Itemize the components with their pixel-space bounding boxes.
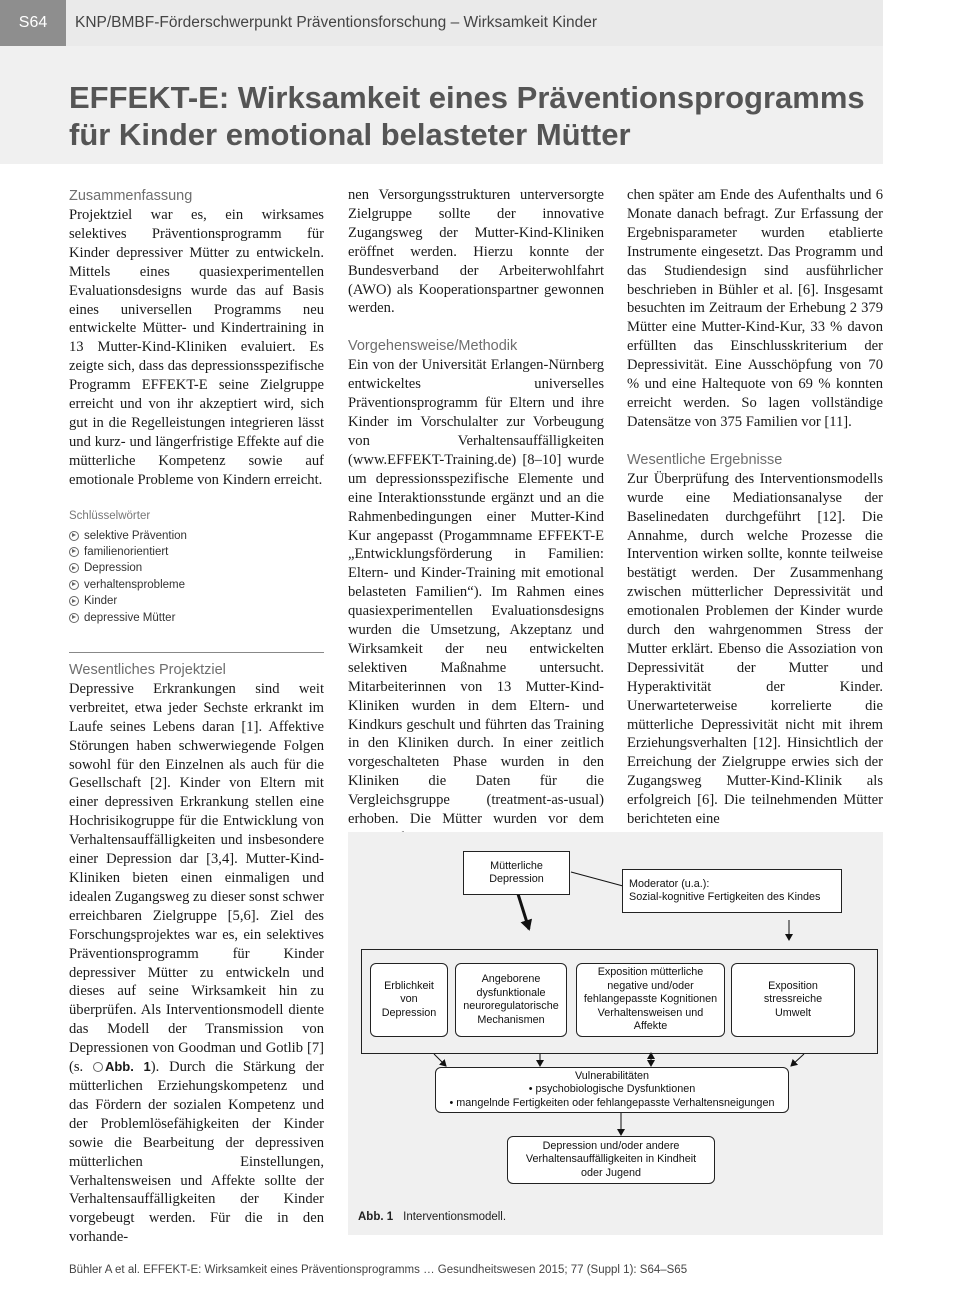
keywords-heading: Schlüsselwörter: [69, 509, 151, 522]
arrow-bullet-icon: [69, 563, 79, 573]
vulnerability-title: Vulnerabilitäten: [574, 1069, 650, 1082]
figure-caption: [358, 1211, 506, 1223]
moderator-line-2: Sozial-kognitive Fertigkeiten des Kindes: [629, 891, 821, 903]
box-moderator: [622, 869, 842, 913]
arrow-depression-to-exposures: [518, 894, 529, 929]
title-band: [0, 46, 883, 164]
running-head: KNP/BMBF-Förderschwerpunkt Präventionsforschung – Wirksamkeit Kinder: [75, 14, 598, 31]
caption-label: Abb. 1: [358, 1211, 394, 1223]
box-congenital-mechanisms: Angeborene dysfunktionale neuroregulatorische Mechanismen: [455, 963, 567, 1037]
heading-zusammenfassung: Zusammenfassung: [69, 188, 193, 204]
column-3: [627, 186, 883, 829]
heading-methodik: Vorgehensweise/Methodik: [348, 338, 518, 355]
keyword-list: [69, 528, 324, 626]
keyword-item: selektive Prävention: [69, 528, 324, 544]
methodik-text: Ein von der Universität Erlangen-Nürnberg entwickeltes universelles Präventionsprogramm für Eltern und ihre Kinder im Vorschulalter zur Vorbeugung von Verhaltensauffälligkeiten (www.EFFEKT-Training.de) [8–10] wurde um depressionsspezifische Elemente und eine Interaktionsstunde ergänzt und an die Rahmenbedingungen einer Mutter-Kind Kur angepasst (Progammname EFFEKT-E „Entwicklungsförderung in Familien: Eltern- und Kinder-Training mit emotional belasteten Familien“). Im Rahmen eines quasiexperimentellen Evaluationsdesigns wurden die Umsetzung, Akzeptanz und Wirksamkeit der neu entwickelten selektiven Maßnahme untersucht. Mitarbeiterinnen von 13 Mutter-Kind-Kliniken wurden in dem Eltern- und Kindkurs geschult und führten das Training in den Kliniken durch. In einer zeitlich vorgeschalteten Phase wurden in den Kliniken die Daten für die Vergleichsgruppe (treatment-as-usual) erhoben. Die Mütter wurden vor dem: [348, 357, 604, 828]
moderator-line-1: Moderator (u.a.):: [629, 877, 710, 890]
arrow-bullet-icon: [69, 547, 79, 557]
line-depression-to-moderator: [571, 872, 623, 886]
box-heredity: Erblichkeit von Depression: [370, 963, 448, 1037]
heading-projektziel: Wesentliches Projektziel: [69, 661, 226, 678]
arrow-bullet-icon: [69, 613, 79, 623]
projektziel-text: Depressive Erkrankungen sind weit verbreitet, etwa jeder Sechste erkrankt im Laufe seines Lebens daran [1]. Affektive Störungen haben schwerwiegende Folgen sowohl für den Einzelnen als auch für die Gesellschaft [2]. Kinder von Eltern mit einer depressiven Erkrankung stellen eine Hochrisikogruppe für die Entwicklung von Verhaltensauffälligkeiten und insbesondere einer Depression dar [3,4]. Mutter-Kind-Kliniken bieten einen einmaligen und idealen Zugangsweg zu dieser sonst schwer erreichbaren Zielgruppe [5,6]. Ziel des Forschungsprojektes war es, ein selektives Präventionsprogramm für Kinder depressiver Mütter zu entwickeln und dieses auf seine Wirksamkeit hin zu überprüfen. Als Interventionsmodell diente das Modell der Transmission von Depressionen von Goodman und Gotlib [7] (s. Abb. 1). Durch die Stärkung der mütterlichen Erziehungskompetenz und das Fördern der sozialen Kompetenz und der Problemlösefähigkeiten der Kinder sowie die Bearbeitung der depressiven mütterlichen Einstellungen, Verhaltensweisen und Affekte sollte der Verhaltensauffälligkeiten der Kinder vorgebeugt werden. Für die in den vorhande-: [69, 680, 324, 1246]
vulnerability-item-2: • mangelnde Fertigkeiten oder fehlangepasste Verhaltensneigungen: [449, 1096, 775, 1109]
arrow-frame-right-to-vulnerability: [791, 1054, 804, 1066]
box-exposure-negative: Exposition mütterliche negative und/oder fehlangepasste Kognitionen Verhaltensweisen und Affekte: [576, 963, 725, 1037]
arrow-bullet-icon: [69, 531, 79, 541]
arrow-frame-left-to-vulnerability: [434, 1054, 446, 1066]
arrow-bullet-icon: [69, 580, 79, 590]
citation-footer: Bühler A et al. EFFEKT-E: Wirksamkeit eines Präventionsprogramms … Gesundheitswesen 2015; 77 (Suppl 1): S64–S65: [69, 1264, 688, 1276]
box-vulnerabilities: [435, 1067, 789, 1113]
keyword-item: familienorientiert: [69, 544, 324, 560]
figure-interventionsmodell: [348, 832, 883, 1235]
reference-arrow-icon: [93, 1062, 103, 1072]
arrow-bullet-icon: [69, 596, 79, 606]
article-title: EFFEKT-E: Wirksamkeit eines Präventionsprogramms für Kinder emotional belasteter Mütter: [69, 80, 865, 152]
abstract-text: Projektziel war es, ein wirksames selektives Präventionsprogramm für Kinder depressiver Mütter zu entwickeln. Mittels eines quasiexperimentellen Evaluationsdesigns wurde das auf Basis eines universellen Programms neu entwickelte Mütter- und Kindertraining in 13 Mutter-Kind-Kliniken evaluiert. Es zeigte sich, dass das depressionsspezifische Programm EFFEKT-E seine Zielgruppe erreicht und von ihr akzeptiert wird, sich gut in die Regelleistungen integrieren lässt und kurz- und längerfristige Effekte auf die mütterliche Kompetenz sowie auf emotionale Probleme von Kindern erreicht.: [69, 207, 324, 488]
box-maternal-depression: Mütterliche Depression: [463, 851, 570, 895]
keyword-item: Kinder: [69, 593, 324, 609]
page-number: S64: [0, 0, 66, 46]
box-exposure-stress: Exposition stressreiche Umwelt: [731, 963, 855, 1037]
ergebnisse-text: Zur Überprüfung des Interventionsmodells wurde eine Mediationsanalyse der Baselinedaten durchgeführt [12]. Die Annahme, durch welche Prozesse die Intervention wirken sollte, konnte teilweise bestätigt werden. Der Zusammenhang zwischen mütterlicher Depressivität und emotionalen Problemen der Kinder wurde durch den wahrgenommen Stress der Mutter erklärt. Ebenso die Assoziation von Depressivität der Mutter und Hyperaktivität der Kinder. Unerwarteterweise korrelierte die mütterliche Depressivität nicht mit ihrem Erziehungsverhalten [12]. Hinsichtlich der Erreichung der Zielgruppe erwies sich der Zugangsweg Mutter-Kind-Klinik als erfolgreich [6]. Die teilnehmenden Mütter berichteten eine: [627, 470, 883, 828]
box-outcome: Depression und/oder andere Verhaltensauffälligkeiten in Kindheit oder Jugend: [507, 1136, 715, 1184]
column-2: [348, 186, 604, 848]
col2-continuation-text: nen Versorgungsstrukturen unterversorgte Zielgruppe sollte der innovative Zugangsweg der Mutter-Kind-Kliniken eröffnet werden. Hierzu konnte der Bundesverband der Arbeiterwohlfahrt (AWO) als Kooperationspartner gewonnen werden.: [348, 187, 604, 317]
keyword-item: verhaltensprobleme: [69, 577, 324, 593]
heading-ergebnisse: Wesentliche Ergebnisse: [627, 451, 783, 468]
col3-continuation-text: chen später am Ende des Aufenthalts und 6 Monate danach befragt. Zur Erfassung der Ergebnisparameter wurden etablierte Instrumente eingesetzt. Das Programm und das Studiendesign sind ausführlicher beschrieben in Bühler et al. [6]. Insgesamt besuchten im Zeitraum der Erhebung 2 379 Mütter eine Mutter-Kind-Kur, 33 % davon erfüllten das Einschlusskriterium der Depressivität. Eine Ausschöpfung von 70 % und eine Haltequote von 69 % konnten erreicht werden. So lagen vollständige Datensätze von 375 Familien vor [11].: [627, 187, 883, 430]
keyword-item: Depression: [69, 560, 324, 576]
diagram: [348, 832, 883, 1202]
caption-text: Interventionsmodell.: [403, 1211, 507, 1223]
keyword-item: depressive Mütter: [69, 610, 324, 626]
column-1: [69, 186, 324, 1247]
vulnerability-item-1: • psychobiologische Dysfunktionen: [528, 1083, 696, 1096]
section-divider: [69, 652, 324, 653]
figure-reference-link[interactable]: Abb. 1: [104, 1059, 151, 1075]
